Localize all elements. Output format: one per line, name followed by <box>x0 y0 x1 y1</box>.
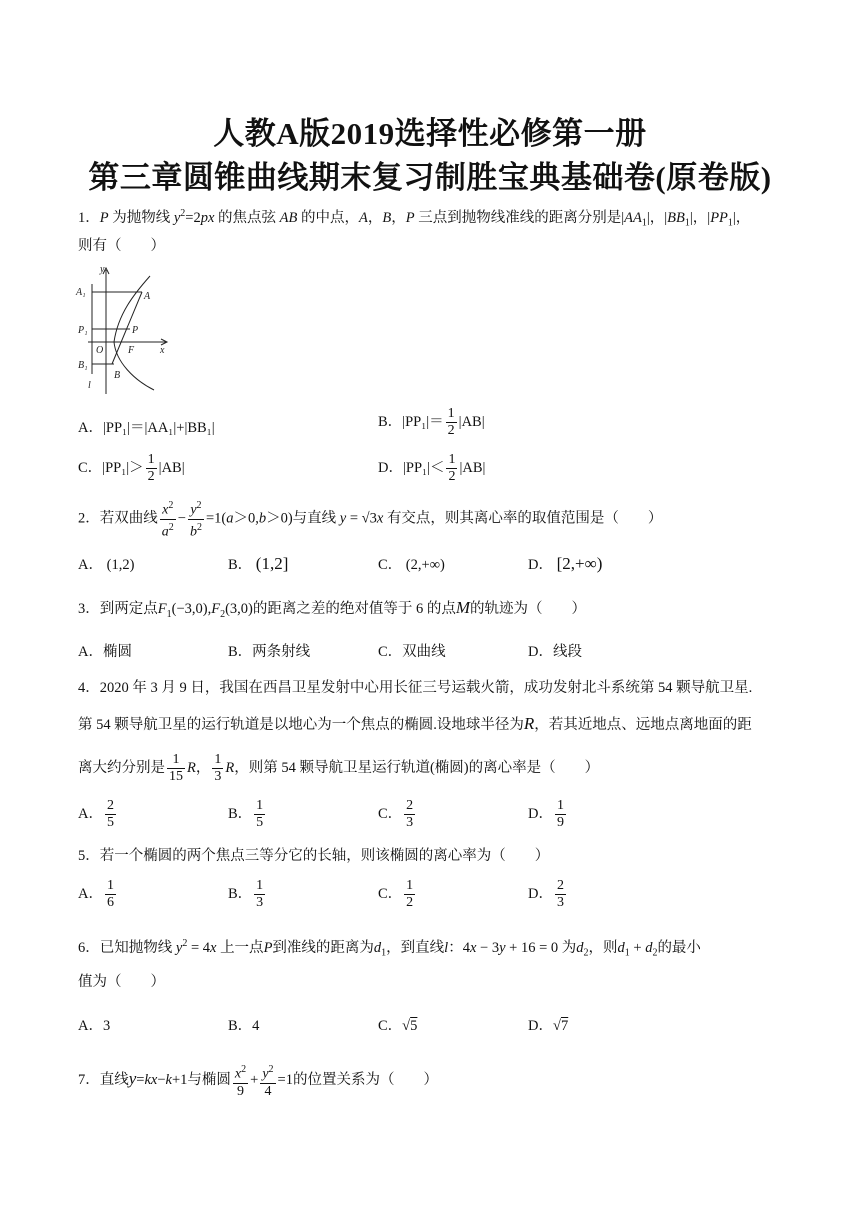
question-3: 3．到两定点$F_1(-3,0),F_2(3,0)$的距离之差的绝对值等于 6 的点M的轨迹为（ ） <box>78 598 587 620</box>
title-line-2: 第三章圆锥曲线期末复习制胜宝典基础卷(原卷版) <box>88 160 772 195</box>
q2-option-d: D． [2,+∞) <box>528 554 603 573</box>
svg-text:F: F <box>128 345 135 356</box>
question-4-line-3: 离大约分别是 $\frac{1}{15}$ R， $\frac{1}{3}$ R，则第 54 颗导航卫星运行轨道(椭圆)的离心率是（ ） <box>78 752 600 784</box>
svg-text:O: O <box>96 345 104 356</box>
svg-text:P: P <box>132 325 139 336</box>
q1-option-a: A．|PP₁|＝|AA₁|+|BB₁| <box>78 420 215 436</box>
q4-option-a: A． $\frac{2}{5}$ <box>78 798 114 830</box>
q5-option-a: A． $\frac{1}{6}$ <box>78 878 114 910</box>
q3-option-d: D．线段 <box>528 644 582 660</box>
svg-text:B₁: B₁ <box>78 360 88 371</box>
q1-option-c: C．|PP₁|＞ $\frac{1}{2}$ |AB| <box>78 452 185 484</box>
svg-text:P₁: P₁ <box>78 325 88 336</box>
q6-option-a: A．3 <box>78 1018 111 1034</box>
question-7: 7．直线y=kx−k+1与椭圆 $\frac{x^2}{9}$ + $\frac{y^2}{4}$ =1的位置关系为（ ） <box>78 1064 438 1099</box>
question-6-line-2: 值为（ ） <box>78 974 165 990</box>
q6-option-d: D．√7 <box>528 1018 569 1034</box>
question-4-line-2: 第 54 颗导航卫星的运行轨道是以地心为一个焦点的椭圆.设地球半径为R，若其近地点、远地点离地面的距 <box>78 714 752 733</box>
q6-option-b: B．4 <box>228 1018 260 1034</box>
question-5: 5．若一个椭圆的两个焦点三等分它的长轴，则该椭圆的离心率为（ ） <box>78 848 550 864</box>
q5-option-b: B． $\frac{1}{3}$ <box>228 878 264 910</box>
parabola-figure <box>74 262 174 397</box>
svg-text:l: l <box>88 380 91 391</box>
q4-option-b: B． $\frac{1}{5}$ <box>228 798 264 830</box>
q3-option-b: B．两条射线 <box>228 644 311 660</box>
q2-option-c: C． (2,+∞) <box>378 557 445 573</box>
q2-option-a: A． (1,2) <box>78 557 135 573</box>
svg-text:y: y <box>100 264 105 275</box>
svg-text:A: A <box>144 291 151 302</box>
q5-option-d: D． $\frac{2}{3}$ <box>528 878 564 910</box>
question-4-line-1: 4．2020 年 3 月 9 日，我国在西昌卫星发射中心用长征三号运载火箭，成功发射北斗系统第 54 颗导航卫星. <box>78 680 753 696</box>
q4-option-c: C． $\frac{2}{3}$ <box>378 798 414 830</box>
q5-option-c: C． $\frac{1}{2}$ <box>378 878 414 910</box>
q1-option-d: D．|PP₁|＜ $\frac{1}{2}$ |AB| <box>378 452 486 484</box>
q3-option-c: C．双曲线 <box>378 644 446 660</box>
svg-text:A₁: A₁ <box>76 287 86 298</box>
q4-option-d: D． $\frac{1}{9}$ <box>528 798 564 830</box>
q1-option-b: B．|PP₁|＝ $\frac{1}{2}$ |AB| <box>378 406 485 438</box>
svg-text:x: x <box>160 345 165 356</box>
question-6-line-1: 6．已知抛物线 $y^2 = 4x$ 上一点P到准线的距离为$d_1$，到直线l：4x − 3y + 16 = 0 为$d_2$，则$d_1 + d_2$的最小 <box>78 938 701 959</box>
title-line-1: 人教A版2019选择性必修第一册 <box>213 116 647 151</box>
question-1-line-2: 则有（ ） <box>78 238 165 254</box>
question-2: 2．若双曲线 $\frac{x^2}{a^2}$ − $\frac{y^2}{b^2}$ =1(a＞0,b＞0)与直线 y = √3x 有交点，则其离心率的取值范围是（ ） <box>78 500 663 540</box>
svg-text:B: B <box>114 370 121 381</box>
q2-option-b: B． (1,2] <box>228 554 289 573</box>
question-1-line-1: 1．P 为抛物线 $y^2=2px$ 的焦点弦 AB 的中点，A，B，P 三点到抛物线准线的距离分别是$|AA_1|$，$|BB_1|$，$|PP_1|$， <box>78 208 751 229</box>
q3-option-a: A．椭圆 <box>78 644 132 660</box>
q6-option-c: C．√5 <box>378 1018 418 1034</box>
